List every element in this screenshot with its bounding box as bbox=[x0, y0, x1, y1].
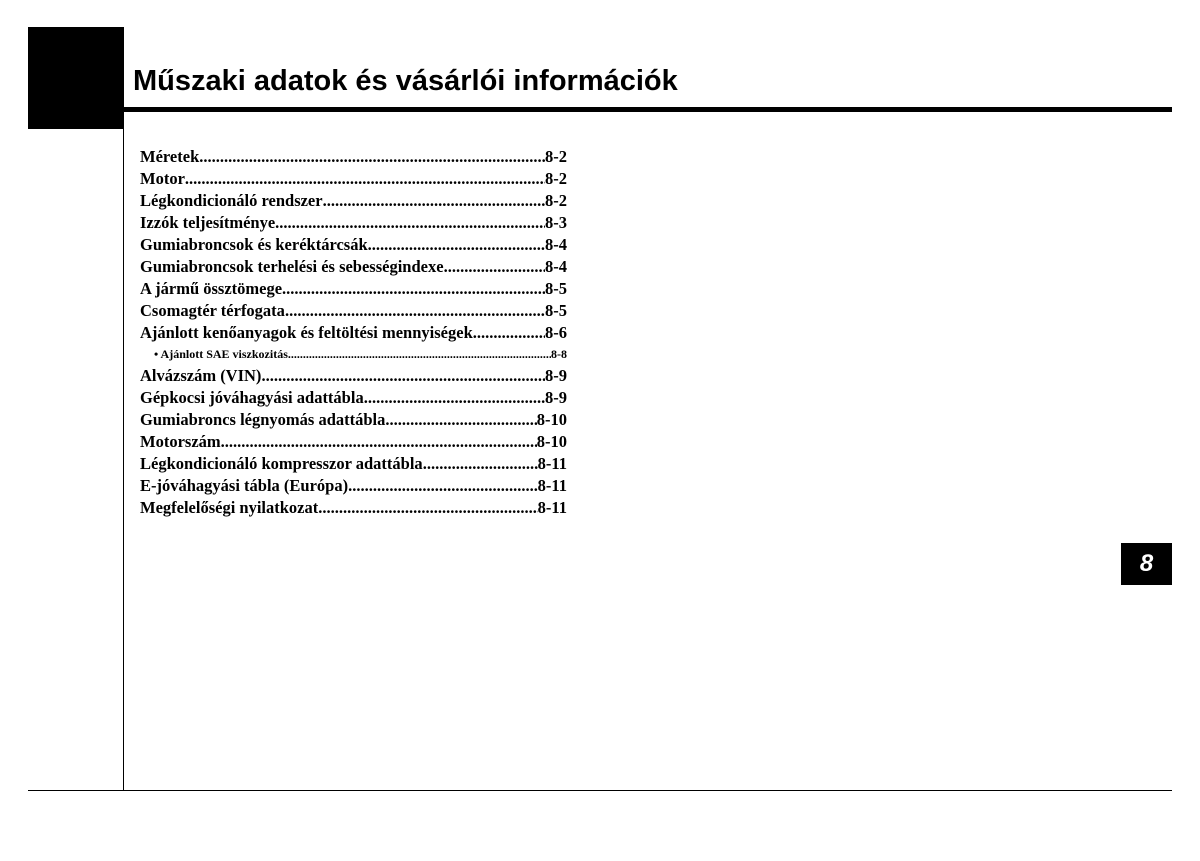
toc-entry-page: 8-11 bbox=[537, 498, 567, 517]
dot-leader bbox=[318, 497, 537, 519]
toc-entry[interactable] bbox=[140, 431, 567, 453]
toc-entry-title: Ajánlott kenőanyagok és feltöltési mennyiségek bbox=[140, 323, 473, 342]
toc-entry-title: A jármű össztömege bbox=[140, 279, 283, 298]
toc-entry[interactable] bbox=[140, 168, 567, 190]
toc-entry-page: 8-10 bbox=[536, 432, 567, 451]
toc-entry[interactable] bbox=[140, 146, 567, 168]
toc-entry-title: Gumiabroncs légnyomás adattábla bbox=[140, 410, 386, 429]
toc-entry-title: Légkondicionáló rendszer bbox=[140, 191, 323, 210]
dot-leader bbox=[185, 168, 545, 190]
toc-entry-page: 8-2 bbox=[545, 147, 567, 166]
toc-entry-page: 8-11 bbox=[537, 454, 567, 473]
toc-entry-page: 8-6 bbox=[545, 323, 567, 342]
dot-leader bbox=[364, 387, 545, 409]
toc-entry[interactable] bbox=[140, 190, 567, 212]
toc-entry[interactable] bbox=[140, 212, 567, 234]
dot-leader bbox=[385, 409, 536, 431]
toc-entry-title: Izzók teljesítménye bbox=[140, 213, 276, 232]
toc-entry-page: 8-9 bbox=[545, 388, 567, 407]
toc-entry-page: 8-4 bbox=[545, 235, 567, 254]
toc-entry-title: Méretek bbox=[140, 147, 200, 166]
toc-entry-title: Gumiabroncsok terhelési és sebességindexe bbox=[140, 257, 444, 276]
dot-leader bbox=[423, 453, 538, 475]
toc-entry-title: Alvázszám (VIN) bbox=[140, 366, 262, 385]
footer-rule bbox=[28, 790, 1172, 791]
toc-entry-page: 8-8 bbox=[551, 347, 567, 361]
page-title: Műszaki adatok és vásárlói információk bbox=[133, 65, 678, 97]
toc-entry[interactable] bbox=[140, 497, 567, 519]
toc-entry-page: 8-10 bbox=[536, 410, 567, 429]
toc-entry-page: 8-2 bbox=[545, 191, 567, 210]
toc-entry-title: Motorszám bbox=[140, 432, 221, 451]
toc-entry[interactable] bbox=[140, 453, 567, 475]
toc-entry[interactable] bbox=[140, 322, 567, 344]
toc-entry-title: Légkondicionáló kompresszor adattábla bbox=[140, 454, 423, 473]
toc-entry[interactable] bbox=[140, 300, 567, 322]
margin-divider bbox=[123, 127, 124, 791]
dot-leader bbox=[261, 365, 545, 387]
toc-entry[interactable] bbox=[140, 234, 567, 256]
toc-entry-page: 8-4 bbox=[545, 257, 567, 276]
toc-entry[interactable] bbox=[140, 475, 567, 497]
toc-entry-title: • Ajánlott SAE viszkozitás bbox=[154, 347, 288, 361]
dot-leader bbox=[473, 322, 545, 344]
title-underline bbox=[124, 107, 1172, 112]
toc-entry-page: 8-11 bbox=[537, 476, 567, 495]
dot-leader bbox=[288, 344, 551, 365]
toc-entry[interactable] bbox=[140, 409, 567, 431]
toc-entry-title: Gumiabroncsok és keréktárcsák bbox=[140, 235, 368, 254]
dot-leader bbox=[444, 256, 545, 278]
toc-entry[interactable] bbox=[140, 365, 567, 387]
toc-entry-title: Gépkocsi jóváhagyási adattábla bbox=[140, 388, 364, 407]
dot-leader bbox=[199, 146, 545, 168]
toc-entry[interactable] bbox=[140, 387, 567, 409]
toc-entry[interactable] bbox=[140, 256, 567, 278]
toc-entry[interactable] bbox=[140, 278, 567, 300]
dot-leader bbox=[368, 234, 545, 256]
toc-entry-page: 8-2 bbox=[545, 169, 567, 188]
dot-leader bbox=[285, 300, 545, 322]
chapter-tab: 8 bbox=[1121, 543, 1172, 585]
toc-entry-title: Csomagtér térfogata bbox=[140, 301, 285, 320]
toc-entry-page: 8-3 bbox=[545, 213, 567, 232]
toc-entry-page: 8-5 bbox=[545, 279, 567, 298]
toc-entry-page: 8-5 bbox=[545, 301, 567, 320]
dot-leader bbox=[323, 190, 545, 212]
toc-entry-title: E-jóváhagyási tábla (Európa) bbox=[140, 476, 349, 495]
toc-subentry[interactable] bbox=[140, 344, 567, 365]
toc-entry-page: 8-9 bbox=[545, 366, 567, 385]
toc-entry-title: Motor bbox=[140, 169, 185, 188]
toc-entry-title: Megfelelőségi nyilatkozat bbox=[140, 498, 319, 517]
chapter-corner-block bbox=[28, 27, 124, 129]
dot-leader bbox=[348, 475, 538, 497]
dot-leader bbox=[282, 278, 545, 300]
dot-leader bbox=[221, 431, 537, 453]
dot-leader bbox=[275, 212, 545, 234]
table-of-contents bbox=[140, 146, 567, 519]
